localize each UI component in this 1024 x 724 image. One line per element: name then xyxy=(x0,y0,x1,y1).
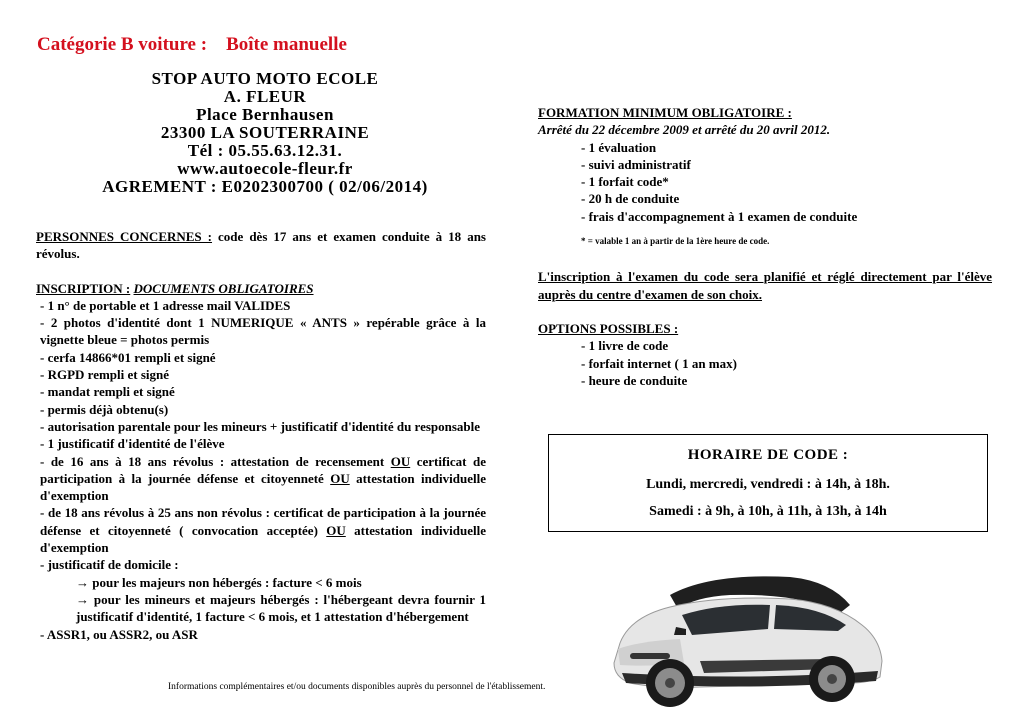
persons-text: code dès 17 ans et examen conduite à 18 ans révolus. xyxy=(36,229,486,262)
arrow-item: → pour les mineurs et majeurs hébergés : l'hébergeant devra fournir 1 justificatif d'identité, 1 facture < 6 mois, et 1 attestation d'hébergement xyxy=(76,591,486,625)
list-item: - 1 évaluation xyxy=(581,139,657,155)
list-item-assr: - ASSR1, ou ASSR2, ou ASR xyxy=(40,626,198,642)
list-item: - cerfa 14866*01 rempli et signé xyxy=(40,349,216,365)
list-item: - RGPD rempli et signé xyxy=(40,367,170,383)
formation-note: * = valable 1 an à partir de la 1ère heure de code. xyxy=(581,236,770,247)
list-item: - mandat rempli et signé xyxy=(40,384,175,400)
exam-notice: L'inscription à l'examen du code sera planifié et réglé directement par l'élève auprès du centre d'examen de son choix. xyxy=(538,269,992,302)
right-column xyxy=(538,104,992,389)
list-item-age-16: - de 16 ans à 18 ans révolus : attestation de recensement OU certificat de participation à la journée défense et citoyenneté OU attestation individuelle d'exemption xyxy=(40,453,486,504)
list-item: - 1 forfait code* xyxy=(581,174,669,190)
list-item: - permis déjà obtenu(s) xyxy=(40,401,169,417)
school-phone: Tél : 05.55.63.12.31. xyxy=(187,141,343,160)
list-item-domicile: - justificatif de domicile : xyxy=(40,557,179,573)
options-label: OPTIONS POSSIBLES : xyxy=(538,320,679,336)
horaire-line-saturday: Samedi : à 9h, à 10h, à 11h, à 13h, à 14h xyxy=(649,504,887,519)
list-item: - 1 livre de code xyxy=(581,338,669,354)
list-item: - 20 h de conduite xyxy=(581,191,680,207)
formation-label: FORMATION MINIMUM OBLIGATOIRE : xyxy=(538,105,792,120)
list-item-age-18: - de 18 ans révolus à 25 ans non révolus : certificat de participation à la journée défense et citoyenneté ( convocation acceptée) OU attestation individuelle d'exemption xyxy=(40,505,486,556)
horaire-box xyxy=(548,434,988,532)
list-item: - 1 n° de portable et 1 adresse mail VALIDES xyxy=(40,297,291,313)
list-item: - heure de conduite xyxy=(581,372,688,388)
inscription-sublabel: DOCUMENTS OBLIGATOIRES xyxy=(133,280,314,296)
school-agrement: AGREMENT : E0202300700 ( 02/06/2014) xyxy=(102,177,428,196)
formation-decree: Arrêté du 22 décembre 2009 et arrêté du 20 avril 2012. xyxy=(538,122,831,138)
school-street: Place Bernhausen xyxy=(196,105,334,124)
inscription-heading xyxy=(36,280,486,297)
list-item: - frais d'accompagnement à 1 examen de conduite xyxy=(581,208,858,224)
school-owner: A. FLEUR xyxy=(223,87,307,106)
footer-note: Informations complémentaires et/ou documents disponibles auprès du personnel de l'établissement. xyxy=(168,682,546,692)
page-title: Catégorie B voiture : Boîte manuelle xyxy=(37,34,347,55)
school-website: www.autoecole-fleur.fr xyxy=(177,159,353,178)
list-item: - 2 photos d'identité dont 1 NUMERIQUE « ANTS » repérable grâce à la vignette bleue = photos permis xyxy=(40,315,486,348)
school-header xyxy=(70,70,460,196)
list-item: - suivi administratif xyxy=(581,156,691,172)
car-image xyxy=(600,565,890,715)
school-city: 23300 LA SOUTERRAINE xyxy=(160,123,370,142)
inscription-label: INSCRIPTION : xyxy=(36,280,131,296)
left-column xyxy=(36,228,486,643)
arrow-item: → pour les majeurs non hébergés : facture < 6 mois xyxy=(76,574,362,590)
list-item: - autorisation parentale pour les mineurs + justificatif d'identité du responsable xyxy=(40,418,481,434)
horaire-title: HORAIRE DE CODE : xyxy=(687,447,849,463)
persons-section xyxy=(36,228,486,263)
persons-label: PERSONNES CONCERNES : xyxy=(36,229,213,244)
school-name: STOP AUTO MOTO ECOLE xyxy=(151,69,379,88)
list-item: - 1 justificatif d'identité de l'élève xyxy=(40,436,225,452)
horaire-line-weekdays: Lundi, mercredi, vendredi : à 14h, à 18h. xyxy=(646,477,890,492)
list-item: - forfait internet ( 1 an max) xyxy=(581,355,737,371)
